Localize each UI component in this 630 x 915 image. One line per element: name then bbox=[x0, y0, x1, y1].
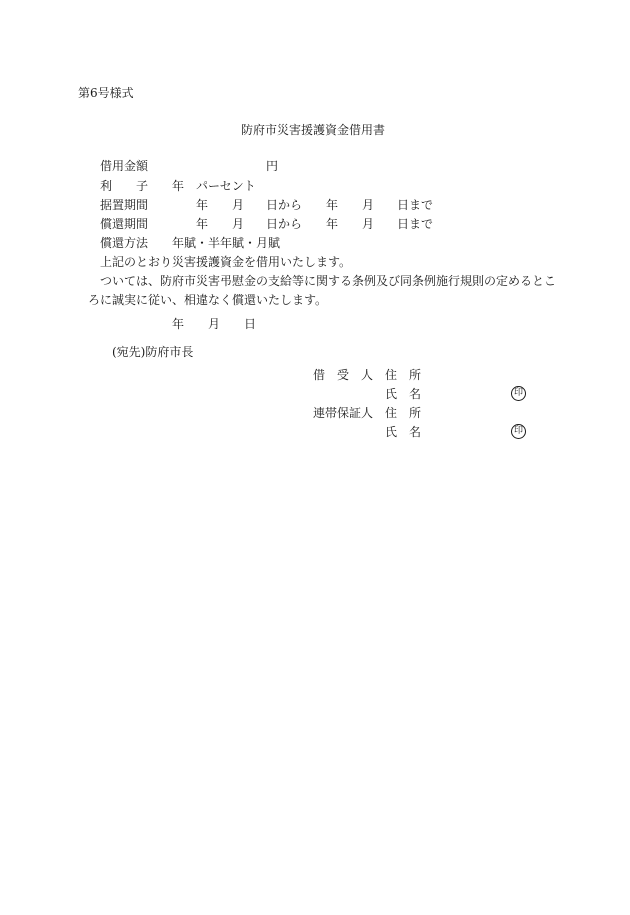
guarantor-role: 連帯保証人 bbox=[313, 406, 374, 420]
repay-method-options: 年賦・半年賦・月賦 bbox=[172, 236, 281, 250]
grace-year2: 年 bbox=[326, 198, 339, 212]
repay-year1: 年 bbox=[196, 217, 209, 231]
borrower-seal-icon: 印 bbox=[511, 386, 526, 401]
borrower-role: 借 受 人 bbox=[313, 368, 374, 382]
repay-method-label: 償還方法 bbox=[100, 236, 149, 250]
repay-period-label: 償還期間 bbox=[100, 217, 149, 231]
repay-until: 日まで bbox=[397, 217, 434, 231]
grace-from: 日から bbox=[266, 198, 303, 212]
amount-label: 借用金額 bbox=[100, 159, 149, 173]
repay-month2: 月 bbox=[362, 217, 375, 231]
borrower-name-label: 氏 名 bbox=[385, 387, 422, 401]
repay-year2: 年 bbox=[326, 217, 339, 231]
guarantor-name-label: 氏 名 bbox=[385, 425, 422, 439]
statement-line-3: ろに誠実に従い、相違なく償還いたします。 bbox=[88, 293, 328, 307]
repay-month1: 月 bbox=[232, 217, 245, 231]
addressee: (宛先)防府市長 bbox=[112, 345, 194, 359]
date-year: 年 bbox=[172, 317, 185, 331]
statement-line-1: 上記のとおり災害援護資金を借用いたします。 bbox=[100, 255, 352, 269]
grace-label: 据置期間 bbox=[100, 198, 149, 212]
grace-until: 日まで bbox=[397, 198, 434, 212]
grace-year1: 年 bbox=[196, 198, 209, 212]
amount-unit: 円 bbox=[266, 159, 279, 173]
guarantor-seal-icon: 印 bbox=[511, 424, 526, 439]
grace-month2: 月 bbox=[362, 198, 375, 212]
document-title: 防府市災害援護資金借用書 bbox=[241, 123, 386, 137]
guarantor-address-label: 住 所 bbox=[385, 406, 422, 420]
interest-year: 年 bbox=[172, 179, 185, 193]
form-number: 第6号様式 bbox=[78, 86, 134, 100]
date-day: 日 bbox=[244, 317, 257, 331]
date-month: 月 bbox=[208, 317, 221, 331]
borrower-address-label: 住 所 bbox=[385, 368, 422, 382]
interest-percent: パーセント bbox=[196, 179, 256, 193]
grace-month1: 月 bbox=[232, 198, 245, 212]
statement-line-2: ついては、防府市災害弔慰金の支給等に関する条例及び同条例施行規則の定めるとこ bbox=[100, 274, 557, 288]
interest-label: 利 子 bbox=[100, 179, 149, 193]
repay-from: 日から bbox=[266, 217, 303, 231]
